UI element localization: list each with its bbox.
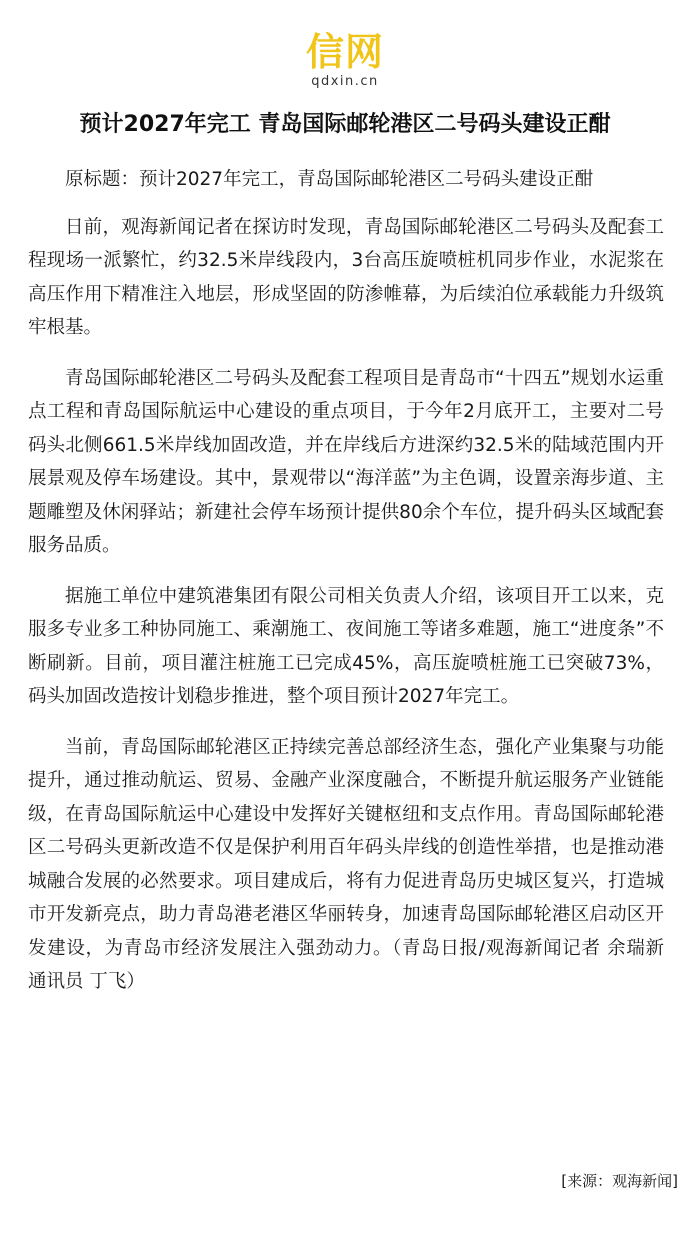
original-title: 原标题：预计2027年完工，青岛国际邮轮港区二号码头建设正酣 (65, 169, 594, 190)
paragraph-2: 青岛国际邮轮港区二号码头及配套工程项目是青岛市“十四五”规划水运重点工程和青岛国际航运中心建设的重点项目，于今年2月底开工，主要对二号码头北侧661.5米岸线加固改造，并在岸线后方进深约32.5米的陆域范围内开展景观及停车场建设。其中，景观带以“海洋蓝”为主色调，设置亲海步道、主题雕塑及休闲驿站；新建社会停车场预计提供80余个车位，提升码头区域配套服务品质。 (28, 367, 664, 556)
paragraph-3: 据施工单位中建筑港集团有限公司相关负责人介绍，该项目开工以来，克服多专业多工种协同施工、乘潮施工、夜间施工等诸多难题，施工“进度条”不断刷新。目前，项目灌注桩施工已完成45%，高压旋喷桩施工已突破73%，码头加固改造按计划稳步推进，整个项目预计2027年完工。 (28, 585, 664, 707)
logo-mark: 信网 (305, 30, 384, 74)
article-body (28, 163, 664, 1016)
site-logo[interactable] (0, 30, 690, 90)
article-source: [来源：观海新闻] (561, 1172, 678, 1190)
paragraph-4: 当前，青岛国际邮轮港区正持续完善总部经济生态，强化产业集聚与功能提升，通过推动航运、贸易、金融产业深度融合，不断提升航运服务产业链能级，在青岛国际航运中心建设中发挥好关键枢纽和支点作用。青岛国际邮轮港区二号码头更新改造不仅是保护利用百年码头岸线的创造性举措，也是推动港城融合发展的必然要求。项目建成后，将有力促进青岛历史城区复兴，打造城市开发新亮点，助力青岛港老港区华丽转身，加速青岛国际邮轮港区启动区开发建设，为青岛市经济发展注入强劲动力。（青岛日报/观海新闻记者 余瑞新 通讯员 丁飞） (28, 736, 664, 992)
paragraph-1: 日前，观海新闻记者在探访时发现，青岛国际邮轮港区二号码头及配套工程现场一派繁忙，约32.5米岸线段内，3台高压旋喷桩机同步作业，水泥浆在高压作用下精准注入地层，形成坚固的防渗帷幕，为后续泊位承载能力升级筑牢根基。 (28, 216, 664, 338)
article-title: 预计2027年完工 青岛国际邮轮港区二号码头建设正酣 (79, 112, 611, 137)
logo-domain: qdxin.cn (311, 74, 379, 89)
